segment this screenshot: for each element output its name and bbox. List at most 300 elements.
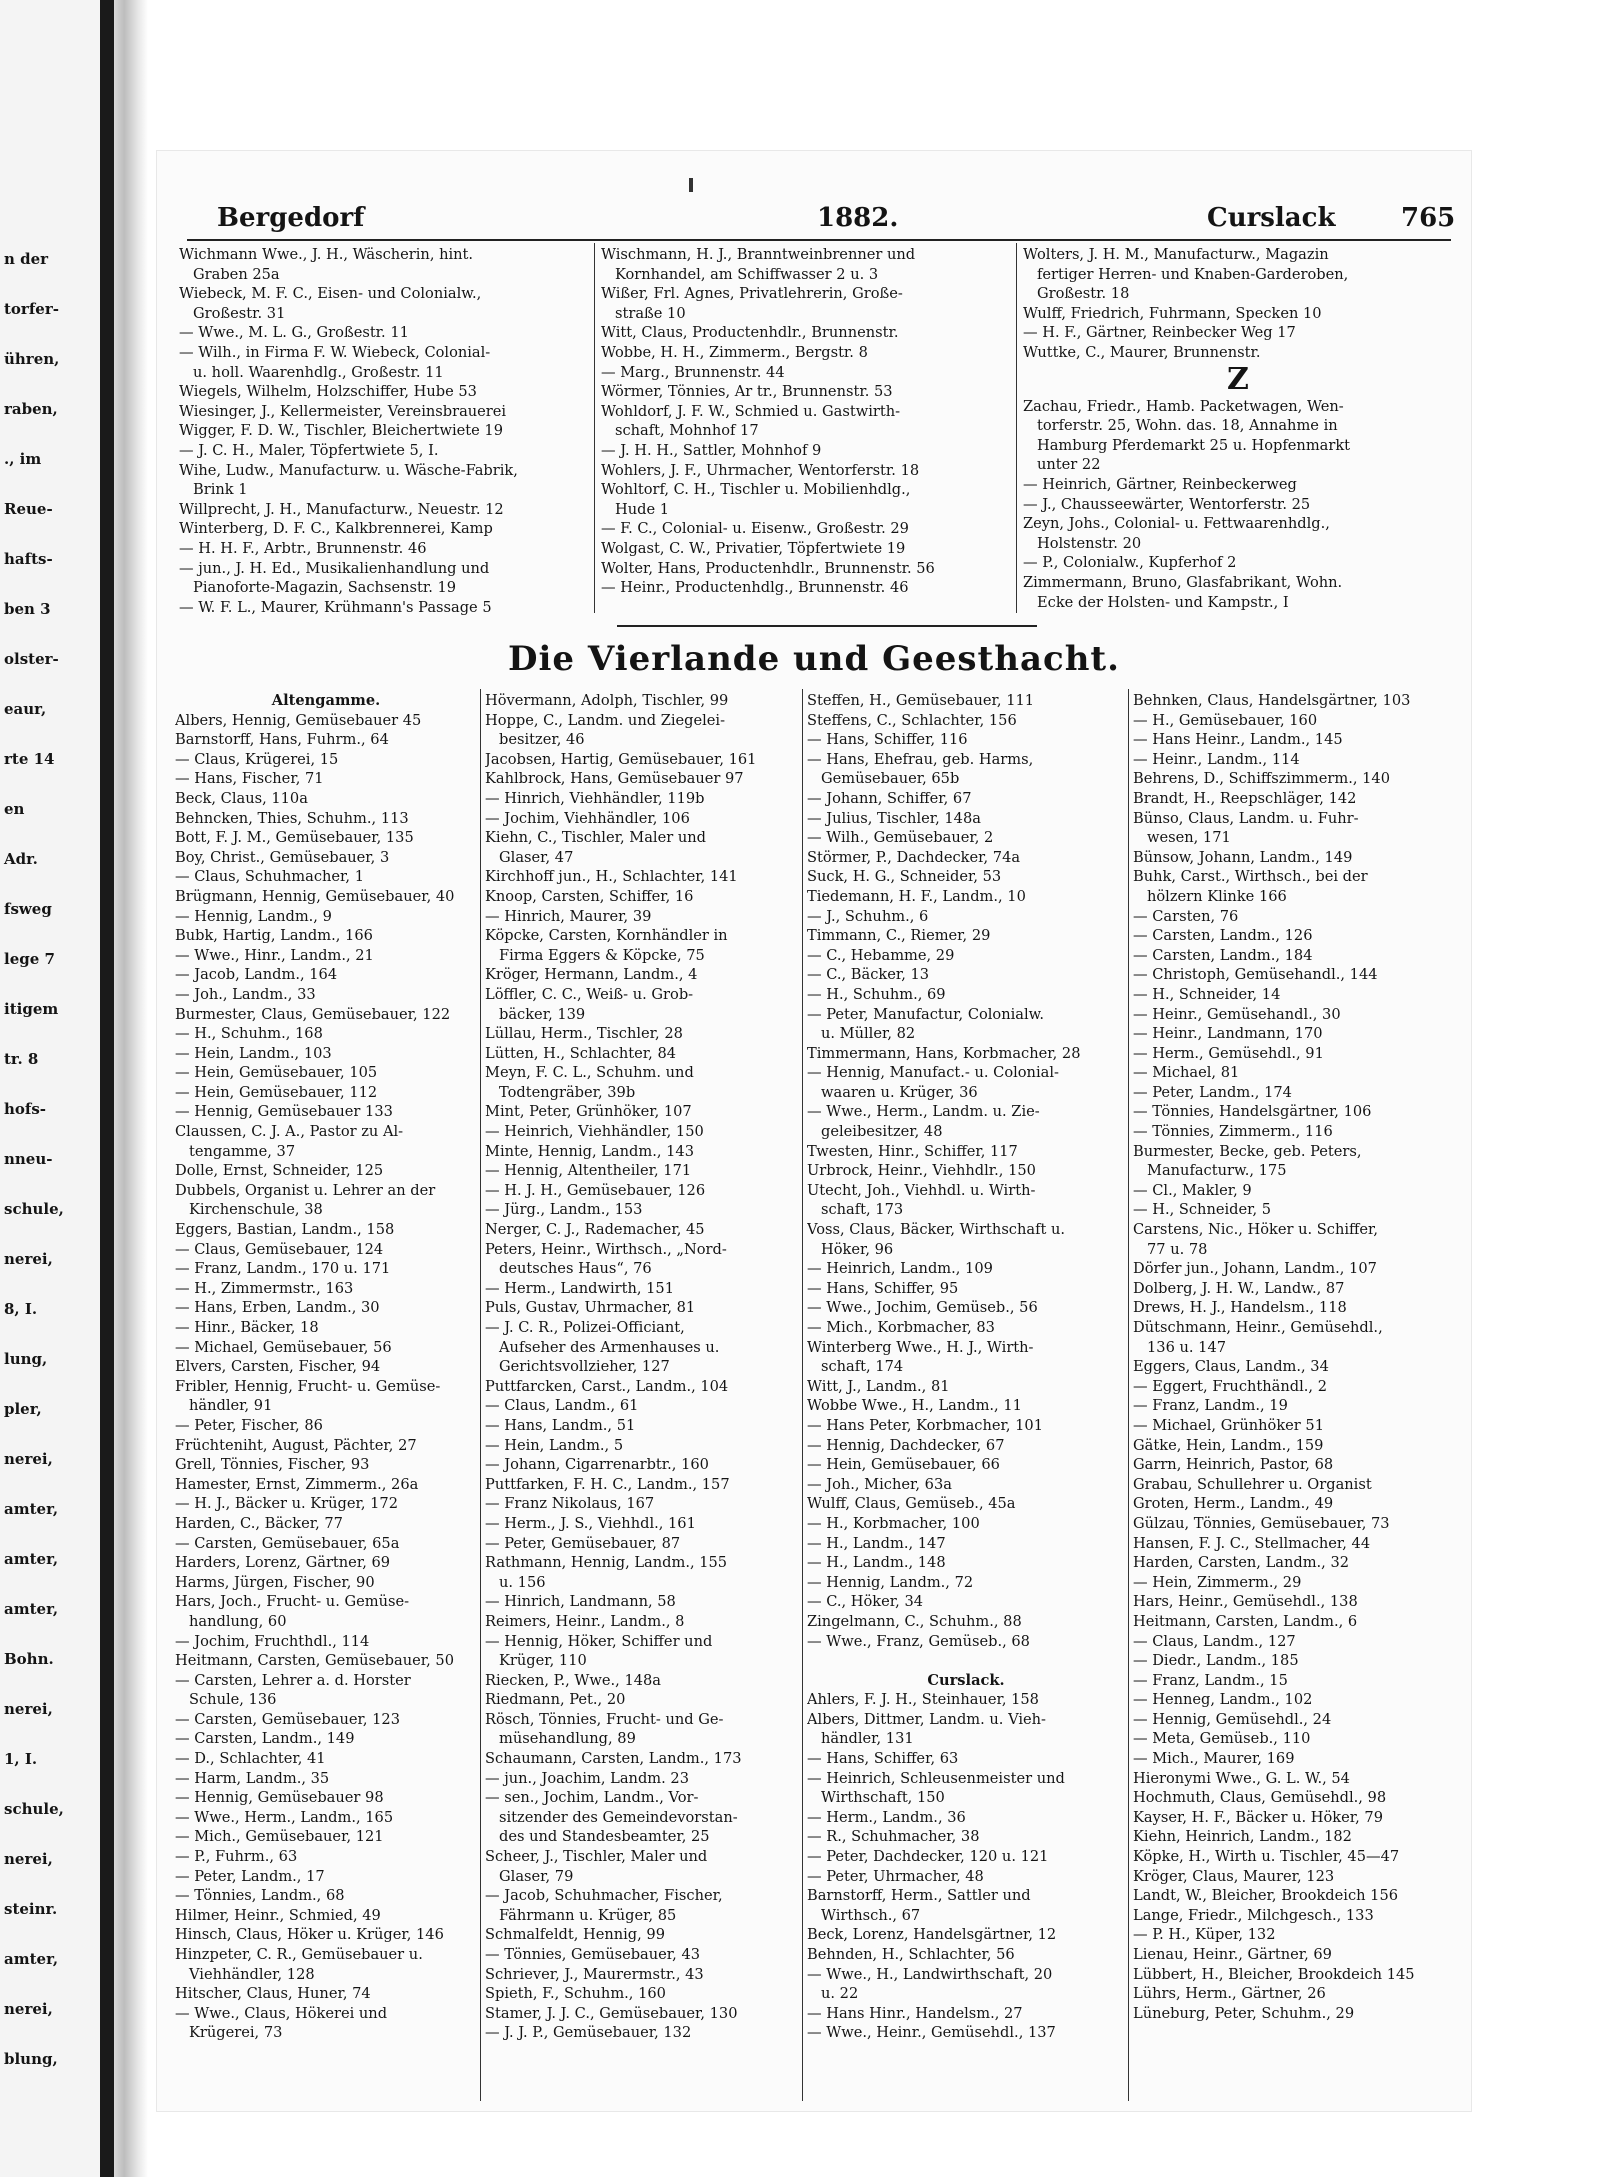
- directory-entry-line: Timmann, C., Riemer, 29: [807, 927, 991, 945]
- directory-entry-line: händler, 131: [821, 1730, 914, 1748]
- directory-entry-line: — Hans, Schiffer, 116: [807, 731, 968, 749]
- page-gutter: [114, 0, 148, 2177]
- directory-entry-line: — H., Korbmacher, 100: [807, 1514, 980, 1532]
- directory-entry-line: Hochmuth, Claus, Gemüsehdl., 98: [1133, 1789, 1387, 1807]
- directory-entry-line: Hinsch, Claus, Höker u. Krüger, 146: [175, 1926, 444, 1944]
- directory-entry-line: — Hans Peter, Korbmacher, 101: [807, 1416, 1044, 1434]
- directory-entry-line: — Hein, Zimmerm., 29: [1133, 1573, 1302, 1591]
- directory-entry-line: Voss, Claus, Bäcker, Wirthschaft u.: [807, 1221, 1066, 1239]
- directory-entry-line: — Henneg, Landm., 102: [1133, 1691, 1313, 1709]
- directory-entry-line: Beck, Claus, 110a: [175, 789, 308, 807]
- directory-entry-line: Wihe, Ludw., Manufacturw. u. Wäsche-Fabrik,: [179, 461, 518, 479]
- bottom-column-divider: [802, 689, 803, 2101]
- directory-entry-line: — Heinr., Gemüsehandl., 30: [1133, 1005, 1341, 1023]
- directory-entry-line: — Wwe., Herm., Landm., 165: [175, 1808, 394, 1826]
- directory-entry-line: u. Müller, 82: [821, 1025, 916, 1043]
- directory-entry-line: Firma Eggers & Köpcke, 75: [499, 946, 705, 964]
- directory-entry-line: Wichmann Wwe., J. H., Wäscherin, hint.: [179, 246, 474, 263]
- directory-entry-line: geleibesitzer, 48: [821, 1123, 943, 1141]
- directory-entry-line: — Hennig, Landm., 9: [175, 907, 332, 925]
- directory-entry-line: — Tönnies, Handelsgärtner, 106: [1133, 1103, 1372, 1121]
- directory-entry-line: Suck, H. G., Schneider, 53: [807, 868, 1002, 886]
- directory-entry-line: — Joh., Micher, 63a: [807, 1475, 952, 1493]
- previous-page-text-fragment: Bohn.: [4, 1650, 54, 1668]
- directory-entry-line: Hoppe, C., Landm. und Ziegelei-: [485, 711, 726, 729]
- directory-entry-line: — Hans, Schiffer, 95: [807, 1279, 959, 1297]
- directory-entry-line: Wohldorf, J. F. W., Schmied u. Gastwirth-: [601, 402, 901, 420]
- previous-page-text-fragment: Reue-: [4, 500, 53, 518]
- directory-entry-line: — H., Schuhm., 168: [175, 1025, 323, 1043]
- directory-entry-line: Winterberg, D. F. C., Kalkbrennerei, Kamp: [179, 520, 493, 538]
- previous-page-text-fragment: rte 14: [4, 750, 55, 768]
- directory-entry-line: — Marg., Brunnenstr. 44: [601, 363, 785, 381]
- directory-entry-line: — Jacob, Schuhmacher, Fischer,: [485, 1887, 723, 1905]
- directory-entry-line: — jun., Joachim, Landm. 23: [485, 1769, 689, 1787]
- directory-entry-line: — Carsten, Gemüsebauer, 65a: [175, 1534, 400, 1552]
- directory-entry-line: Groten, Herm., Landm., 49: [1133, 1495, 1334, 1513]
- directory-entry-line: Mint, Peter, Grünhöker, 107: [485, 1103, 692, 1121]
- directory-entry-line: Hilmer, Heinr., Schmied, 49: [175, 1906, 381, 1924]
- directory-entry-line: 136 u. 147: [1147, 1338, 1227, 1356]
- directory-entry-line: Harms, Jürgen, Fischer, 90: [175, 1573, 375, 1591]
- directory-entry-line: Großestr. 18: [1037, 285, 1130, 303]
- directory-entry-line: Graben 25a: [193, 265, 280, 283]
- directory-entry-line: — Jürg., Landm., 153: [485, 1201, 643, 1219]
- directory-entry-line: Schule, 136: [189, 1691, 277, 1709]
- previous-page-text-fragment: ühren,: [4, 350, 60, 368]
- previous-page-text-fragment: amter,: [4, 1950, 59, 1968]
- directory-entry-line: Dütschmann, Heinr., Gemüsehdl.,: [1133, 1319, 1383, 1336]
- directory-entry-line: Kornhandel, am Schiffwasser 2 u. 3: [615, 265, 879, 283]
- directory-entry-line: — Hennig, Landm., 72: [807, 1573, 974, 1591]
- directory-entry-line: — Wwe., Hinr., Landm., 21: [175, 946, 374, 964]
- directory-entry-line: Grabau, Schullehrer u. Organist: [1133, 1475, 1372, 1493]
- directory-entry-line: hölzern Klinke 166: [1147, 887, 1287, 905]
- directory-entry-line: sitzender des Gemeindevorstan-: [499, 1808, 738, 1826]
- bottom-column-2: [485, 691, 799, 2043]
- directory-entry-line: — Diedr., Landm., 185: [1133, 1652, 1299, 1670]
- directory-entry-line: — Claus, Gemüsebauer, 124: [175, 1240, 384, 1258]
- running-head-right: Curslack: [1207, 203, 1336, 233]
- directory-entry-line: Stamer, J. J. C., Gemüsebauer, 130: [485, 2004, 738, 2022]
- directory-entry-line: — P., Fuhrm., 63: [175, 1848, 298, 1866]
- directory-entry-line: — Jochim, Fruchthdl., 114: [175, 1632, 370, 1650]
- directory-entry-line: Früchteniht, August, Pächter, 27: [175, 1436, 417, 1454]
- directory-entry-line: Dolberg, J. H. W., Landw., 87: [1133, 1279, 1345, 1297]
- directory-entry-line: Reimers, Heinr., Landm., 8: [485, 1612, 685, 1630]
- directory-entry-line: Burmester, Becke, geb. Peters,: [1133, 1142, 1362, 1160]
- directory-entry-line: Harden, C., Bäcker, 77: [175, 1514, 343, 1532]
- previous-page-text-fragment: lege 7: [4, 950, 55, 968]
- directory-entry-line: — Hans Hinr., Handelsm., 27: [807, 2004, 1023, 2022]
- directory-entry-line: Burmester, Claus, Gemüsebauer, 122: [175, 1005, 451, 1023]
- previous-page-text-fragment: nerei,: [4, 1700, 53, 1718]
- previous-page-text-fragment: nerei,: [4, 1450, 53, 1468]
- directory-entry-line: — Herm., J. S., Viehhdl., 161: [485, 1514, 696, 1532]
- directory-entry-line: Rathmann, Hennig, Landm., 155: [485, 1554, 728, 1572]
- directory-page: [156, 150, 1472, 2112]
- directory-entry-line: Witt, J., Landm., 81: [807, 1377, 950, 1395]
- directory-entry-line: tengamme, 37: [189, 1142, 296, 1160]
- place-heading: Altengamme.: [271, 692, 381, 709]
- directory-entry-line: — Peter, Landm., 17: [175, 1867, 325, 1885]
- directory-entry-line: — Meta, Gemüseb., 110: [1133, 1730, 1311, 1748]
- directory-entry-line: — Peter, Landm., 174: [1133, 1083, 1292, 1101]
- directory-entry-line: Lübbert, H., Bleicher, Brookdeich 145: [1133, 1965, 1415, 1983]
- directory-entry-line: Knoop, Carsten, Schiffer, 16: [485, 887, 694, 905]
- directory-entry-line: — Claus, Landm., 61: [485, 1397, 639, 1415]
- directory-entry-line: — J., Schuhm., 6: [807, 907, 929, 925]
- directory-entry-line: Nerger, C. J., Rademacher, 45: [485, 1221, 705, 1239]
- previous-page-text-fragment: ben 3: [4, 600, 51, 618]
- directory-entry-line: — Hein, Landm., 5: [485, 1436, 624, 1454]
- bottom-column-4: [1133, 691, 1459, 2023]
- previous-page-text-fragment: itigem: [4, 1000, 59, 1018]
- directory-entry-line: — Johann, Cigarrenarbtr., 160: [485, 1456, 709, 1474]
- directory-entry-line: Höker, 96: [821, 1240, 894, 1258]
- directory-entry-line: Utecht, Joh., Viehhdl. u. Wirth-: [807, 1181, 1036, 1199]
- directory-entry-line: — Michael, 81: [1133, 1064, 1240, 1082]
- directory-entry-line: — sen., Jochim, Landm., Vor-: [485, 1789, 699, 1807]
- directory-entry-line: — D., Schlachter, 41: [175, 1750, 326, 1768]
- directory-entry-line: — Carsten, Gemüsebauer, 123: [175, 1710, 400, 1728]
- directory-entry-line: Wulff, Claus, Gemüseb., 45a: [807, 1495, 1016, 1513]
- directory-entry-line: deutsches Haus“, 76: [499, 1260, 652, 1278]
- previous-page-text-fragment: hafts-: [4, 550, 53, 568]
- directory-entry-line: — Johann, Schiffer, 67: [807, 789, 972, 807]
- previous-page-text-fragment: eaur,: [4, 700, 47, 718]
- directory-entry-line: Hinzpeter, C. R., Gemüsebauer u.: [175, 1946, 423, 1963]
- directory-entry-line: — Wilh., in Firma F. W. Wiebeck, Colonial-: [179, 343, 491, 361]
- directory-entry-line: waaren u. Krüger, 36: [821, 1083, 978, 1101]
- directory-entry-line: Kirchhoff jun., H., Schlachter, 141: [485, 868, 738, 886]
- directory-entry-line: Lütten, H., Schlachter, 84: [485, 1044, 677, 1062]
- directory-entry-line: — Mich., Maurer, 169: [1133, 1750, 1295, 1768]
- directory-entry-line: unter 22: [1037, 456, 1101, 474]
- directory-entry-line: Wißer, Frl. Agnes, Privatlehrerin, Große-: [601, 285, 903, 303]
- directory-entry-line: Kröger, Hermann, Landm., 4: [485, 966, 698, 984]
- directory-entry-line: Dörfer jun., Johann, Landm., 107: [1133, 1260, 1377, 1278]
- place-heading: Curslack.: [927, 1671, 1005, 1689]
- directory-entry-line: Jacobsen, Hartig, Gemüsebauer, 161: [485, 750, 757, 768]
- directory-entry-line: händler, 91: [189, 1397, 273, 1415]
- previous-page-text-fragment: n der: [4, 250, 49, 268]
- previous-page-text-fragment: lung,: [4, 1350, 48, 1368]
- directory-entry-line: — Wilh., Gemüsebauer, 2: [807, 829, 994, 847]
- bottom-column-3: [807, 691, 1125, 2043]
- directory-entry-line: Ecke der Holsten- und Kampstr., I: [1037, 593, 1289, 611]
- previous-page-text-fragment: schule,: [4, 1800, 64, 1818]
- directory-entry-line: — Franz Nikolaus, 167: [485, 1495, 655, 1513]
- directory-entry-line: — Claus, Landm., 127: [1133, 1632, 1296, 1650]
- directory-entry-line: — Carsten, Landm., 126: [1133, 927, 1313, 945]
- directory-entry-line: — Heinrich, Landm., 109: [807, 1260, 993, 1278]
- directory-entry-line: Manufacturw., 175: [1147, 1162, 1287, 1180]
- directory-entry-line: müsehandlung, 89: [499, 1730, 636, 1748]
- directory-entry-line: — Carsten, Landm., 184: [1133, 946, 1313, 964]
- previous-page-text-fragment: en: [4, 800, 25, 818]
- directory-entry-line: — Hans, Erben, Landm., 30: [175, 1299, 380, 1317]
- directory-entry-line: — Heinrich, Viehhändler, 150: [485, 1123, 704, 1141]
- directory-entry-line: Wohltorf, C. H., Tischler u. Mobilienhdlg.,: [601, 481, 911, 499]
- directory-entry-line: Winterberg Wwe., H. J., Wirth-: [807, 1338, 1034, 1356]
- directory-entry-line: Hamester, Ernst, Zimmerm., 26a: [175, 1475, 419, 1493]
- directory-entry-line: Riedmann, Pet., 20: [485, 1691, 626, 1709]
- directory-entry-line: Harders, Lorenz, Gärtner, 69: [175, 1554, 391, 1572]
- directory-entry-line: Gätke, Hein, Landm., 159: [1133, 1436, 1324, 1454]
- previous-page-text-fragment: raben,: [4, 400, 58, 418]
- directory-entry-line: Willprecht, J. H., Manufacturw., Neuestr. 12: [179, 500, 504, 518]
- previous-page-text-fragment: 8, I.: [4, 1300, 38, 1318]
- directory-entry-line: Albers, Hennig, Gemüsebauer 45: [175, 711, 422, 729]
- directory-entry-line: — C., Bäcker, 13: [807, 966, 930, 984]
- directory-entry-line: — Heinr., Productenhdlg., Brunnenstr. 46: [601, 579, 909, 597]
- top-column-3: [1023, 245, 1453, 612]
- directory-entry-line: Lüllau, Herm., Tischler, 28: [485, 1025, 683, 1043]
- directory-entry-line: — H., Schneider, 5: [1133, 1201, 1272, 1219]
- directory-entry-line: Brink 1: [193, 481, 248, 499]
- directory-entry-line: Kröger, Claus, Maurer, 123: [1133, 1867, 1335, 1885]
- directory-entry-line: — Carsten, Lehrer a. d. Horster: [175, 1671, 411, 1689]
- directory-entry-line: [807, 1651, 1125, 1671]
- directory-entry-line: Heitmann, Carsten, Landm., 6: [1133, 1612, 1358, 1630]
- top-column-1: [179, 245, 589, 617]
- directory-entry-line: fertiger Herren- und Knaben-Garderoben,: [1037, 265, 1349, 283]
- directory-entry-line: Gerichtsvollzieher, 127: [499, 1358, 670, 1376]
- directory-entry-line: Elvers, Carsten, Fischer, 94: [175, 1358, 381, 1376]
- directory-entry-line: — Hinrich, Viehhändler, 119b: [485, 789, 705, 807]
- directory-entry-line: Dubbels, Organist u. Lehrer an der: [175, 1181, 436, 1199]
- directory-entry-line: Bünso, Claus, Landm. u. Fuhr-: [1133, 809, 1359, 827]
- directory-entry-line: Wirthschaft, 150: [821, 1789, 945, 1807]
- directory-entry-line: — Peter, Dachdecker, 120 u. 121: [807, 1848, 1049, 1866]
- directory-entry-line: besitzer, 46: [499, 731, 585, 749]
- directory-entry-line: 77 u. 78: [1147, 1240, 1208, 1258]
- directory-entry-line: Kirchenschule, 38: [189, 1201, 323, 1219]
- directory-entry-line: — J. J. P., Gemüsebauer, 132: [485, 2024, 692, 2042]
- directory-entry-line: Barnstorff, Hans, Fuhrm., 64: [175, 731, 389, 749]
- directory-entry-line: — P., Colonialw., Kupferhof 2: [1023, 554, 1237, 572]
- directory-entry-line: — Hennig, Gemüsebauer 98: [175, 1789, 384, 1807]
- directory-entry-line: Lange, Friedr., Milchgesch., 133: [1133, 1906, 1374, 1924]
- directory-entry-line: Carstens, Nic., Höker u. Schiffer,: [1133, 1221, 1379, 1239]
- directory-entry-line: — Heinrich, Gärtner, Reinbeckerweg: [1023, 475, 1297, 493]
- section-rule: [617, 625, 1037, 627]
- directory-entry-line: Bott, F. J. M., Gemüsebauer, 135: [175, 829, 414, 847]
- directory-entry-line: — Mich., Gemüsebauer, 121: [175, 1828, 384, 1846]
- directory-entry-line: Gemüsebauer, 65b: [821, 770, 960, 788]
- directory-entry-line: wesen, 171: [1147, 829, 1231, 847]
- directory-entry-line: Fährmann u. Krüger, 85: [499, 1906, 677, 1924]
- print-mark: [689, 178, 693, 192]
- directory-entry-line: Harden, Carsten, Landm., 32: [1133, 1554, 1350, 1572]
- directory-entry-line: — C., Hebamme, 29: [807, 946, 955, 964]
- directory-entry-line: — Peter, Fischer, 86: [175, 1416, 323, 1434]
- directory-entry-line: — Cl., Makler, 9: [1133, 1181, 1252, 1199]
- directory-entry-line: Behnken, Claus, Handelsgärtner, 103: [1133, 692, 1411, 709]
- directory-entry-line: Wolgast, C. W., Privatier, Töpfertwiete 19: [601, 539, 906, 557]
- directory-entry-line: — Peter, Gemüsebauer, 87: [485, 1534, 681, 1552]
- bottom-column-divider: [1128, 689, 1129, 2101]
- previous-page-text-fragment: Adr.: [4, 850, 38, 868]
- directory-entry-line: — Joh., Landm., 33: [175, 985, 316, 1003]
- directory-entry-line: — H. F., Gärtner, Reinbecker Weg 17: [1023, 324, 1296, 342]
- previous-page-text-fragment: tr. 8: [4, 1050, 39, 1068]
- directory-entry-line: — H., Landm., 148: [807, 1554, 946, 1572]
- directory-entry-line: — W. F. L., Maurer, Krühmann's Passage 5: [179, 598, 492, 616]
- directory-entry-line: — Carsten, 76: [1133, 907, 1239, 925]
- directory-entry-line: — Wwe., Franz, Gemüseb., 68: [807, 1632, 1030, 1650]
- running-head-year: 1882.: [817, 203, 899, 233]
- directory-entry-line: — Tönnies, Gemüsebauer, 43: [485, 1946, 701, 1963]
- directory-entry-line: — Wwe., Herm., Landm. u. Zie-: [807, 1103, 1040, 1121]
- directory-entry-line: Barnstorff, Herm., Sattler und: [807, 1887, 1031, 1905]
- directory-entry-line: Steffen, H., Gemüsebauer, 111: [807, 692, 1035, 709]
- directory-entry-line: — Franz, Landm., 15: [1133, 1671, 1288, 1689]
- directory-entry-line: Lührs, Herm., Gärtner, 26: [1133, 1985, 1326, 2003]
- directory-entry-line: Dolle, Ernst, Schneider, 125: [175, 1162, 384, 1180]
- previous-page-text-fragment: torfer-: [4, 300, 59, 318]
- section-title: Die Vierlande und Geesthacht.: [508, 639, 1120, 679]
- directory-entry-line: handlung, 60: [189, 1612, 287, 1630]
- directory-entry-line: — H., Gemüsebauer, 160: [1133, 711, 1318, 729]
- directory-entry-line: Behnden, H., Schlachter, 56: [807, 1946, 1015, 1963]
- directory-entry-line: Eggers, Bastian, Landm., 158: [175, 1221, 395, 1239]
- previous-page-text-fragment: olster-: [4, 650, 59, 668]
- directory-entry-line: — J., Chausseewärter, Wentorferstr. 25: [1023, 495, 1311, 513]
- directory-entry-line: — Michael, Grünhöker 51: [1133, 1416, 1324, 1434]
- previous-page-text-fragment: nerei,: [4, 1850, 53, 1868]
- previous-page-text-fragment: nerei,: [4, 2000, 53, 2018]
- directory-entry-line: Rösch, Tönnies, Frucht- und Ge-: [485, 1710, 724, 1728]
- directory-entry-line: — H. J. H., Gemüsebauer, 126: [485, 1181, 706, 1199]
- directory-entry-line: Wobbe Wwe., H., Landm., 11: [807, 1397, 1022, 1415]
- directory-entry-line: Behrens, D., Schiffszimmerm., 140: [1133, 770, 1390, 788]
- directory-entry-line: bäcker, 139: [499, 1005, 586, 1023]
- directory-entry-line: Wobbe, H. H., Zimmerm., Bergstr. 8: [601, 343, 868, 361]
- directory-entry-line: Garrn, Heinrich, Pastor, 68: [1133, 1456, 1334, 1474]
- directory-entry-line: Wiesinger, J., Kellermeister, Vereinsbrauerei: [179, 402, 507, 420]
- directory-entry-line: Glaser, 79: [499, 1867, 574, 1885]
- directory-entry-line: — Hans, Ehefrau, geb. Harms,: [807, 750, 1034, 768]
- directory-entry-line: Albers, Dittmer, Landm. u. Vieh-: [807, 1710, 1046, 1728]
- directory-entry-line: — Hein, Gemüsebauer, 105: [175, 1064, 378, 1082]
- directory-entry-line: Hars, Heinr., Gemüsehdl., 138: [1133, 1593, 1358, 1611]
- directory-entry-line: Wolters, J. H. M., Manufacturw., Magazin: [1023, 246, 1329, 263]
- directory-entry-line: Peters, Heinr., Wirthsch., „Nord-: [485, 1240, 727, 1258]
- directory-entry-line: — Heinr., Landmann, 170: [1133, 1025, 1323, 1043]
- directory-entry-line: — Claus, Schuhmacher, 1: [175, 868, 364, 886]
- binding-spine: [100, 0, 114, 2177]
- previous-page-text-fragment: ., im: [4, 450, 42, 468]
- directory-entry-line: Hars, Joch., Frucht- u. Gemüse-: [175, 1593, 410, 1611]
- bottom-column-divider: [480, 689, 481, 2101]
- previous-page-text-fragment: pler,: [4, 1400, 42, 1418]
- directory-entry-line: Köpke, H., Wirth u. Tischler, 45—47: [1133, 1848, 1400, 1866]
- directory-entry-line: — Heinrich, Schleusenmeister und: [807, 1769, 1065, 1787]
- directory-entry-line: — Harm, Landm., 35: [175, 1769, 330, 1787]
- directory-entry-line: Steffens, C., Schlachter, 156: [807, 711, 1017, 729]
- directory-entry-line: — H. H. F., Arbtr., Brunnenstr. 46: [179, 539, 427, 557]
- directory-entry-line: — H., Schuhm., 69: [807, 985, 946, 1003]
- previous-page-edge: [0, 0, 100, 2177]
- directory-entry-line: — Hennig, Dachdecker, 67: [807, 1436, 1005, 1454]
- directory-entry-line: — H., Landm., 147: [807, 1534, 946, 1552]
- previous-page-text-fragment: amter,: [4, 1600, 59, 1618]
- directory-entry-line: Wigger, F. D. W., Tischler, Bleichertwiete 19: [179, 422, 504, 440]
- directory-entry-line: Großestr. 31: [193, 304, 286, 322]
- directory-entry-line: schaft, 174: [821, 1358, 904, 1376]
- directory-entry-line: Wiebeck, M. F. C., Eisen- und Colonialw.,: [179, 285, 482, 303]
- directory-entry-line: Ahlers, F. J. H., Steinhauer, 158: [807, 1691, 1039, 1709]
- directory-entry-line: Hude 1: [615, 500, 670, 518]
- directory-entry-line: schaft, 173: [821, 1201, 904, 1219]
- directory-entry-line: Pianoforte-Magazin, Sachsenstr. 19: [193, 579, 457, 597]
- previous-page-text-fragment: amter,: [4, 1500, 59, 1518]
- directory-entry-line: — R., Schuhmacher, 38: [807, 1828, 980, 1846]
- directory-entry-line: Urbrock, Heinr., Viehhdlr., 150: [807, 1162, 1036, 1180]
- directory-entry-line: Gülzau, Tönnies, Gemüsebauer, 73: [1133, 1514, 1390, 1532]
- previous-page-text-fragment: hofs-: [4, 1100, 47, 1118]
- directory-entry-line: Puttfarcken, Carst., Landm., 104: [485, 1377, 729, 1395]
- directory-entry-line: Kiehn, C., Tischler, Maler und: [485, 829, 706, 847]
- directory-entry-line: Wirthsch., 67: [821, 1906, 921, 1924]
- top-column-divider: [1016, 243, 1017, 613]
- directory-entry-line: — Michael, Gemüsebauer, 56: [175, 1338, 392, 1356]
- directory-entry-line: — H., Schneider, 14: [1133, 985, 1281, 1003]
- directory-entry-line: — Herm., Gemüsehdl., 91: [1133, 1044, 1324, 1062]
- directory-entry-line: Twesten, Hinr., Schiffer, 117: [807, 1142, 1018, 1160]
- directory-entry-line: Tiedemann, H. F., Landm., 10: [807, 887, 1026, 905]
- directory-entry-line: — Hans, Fischer, 71: [175, 770, 324, 788]
- directory-entry-line: des und Standesbeamter, 25: [499, 1828, 710, 1846]
- directory-entry-line: Wiegels, Wilhelm, Holzschiffer, Hube 53: [179, 383, 477, 401]
- directory-entry-line: — Christoph, Gemüsehandl., 144: [1133, 966, 1378, 984]
- directory-entry-line: — Hans, Landm., 51: [485, 1416, 636, 1434]
- directory-entry-line: — Wwe., H., Landwirthschaft, 20: [807, 1965, 1053, 1983]
- directory-entry-line: Zingelmann, C., Schuhm., 88: [807, 1612, 1022, 1630]
- directory-entry-line: Störmer, P., Dachdecker, 74a: [807, 848, 1021, 866]
- directory-entry-line: Todtengräber, 39b: [499, 1083, 636, 1101]
- directory-entry-line: Kahlbrock, Hans, Gemüsebauer 97: [485, 770, 744, 788]
- directory-entry-line: schaft, Mohnhof 17: [615, 422, 759, 440]
- directory-entry-line: Heitmann, Carsten, Gemüsebauer, 50: [175, 1652, 454, 1670]
- directory-entry-line: Spieth, F., Schuhm., 160: [485, 1985, 666, 2003]
- directory-entry-line: Riecken, P., Wwe., 148a: [485, 1671, 662, 1689]
- letter-heading: Z: [1227, 361, 1249, 397]
- directory-entry-line: u. 156: [499, 1573, 546, 1591]
- previous-page-text-fragment: blung,: [4, 2050, 58, 2068]
- directory-entry-line: Wischmann, H. J., Branntweinbrenner und: [601, 246, 916, 263]
- directory-entry-line: Hitscher, Claus, Huner, 74: [175, 1985, 371, 2003]
- directory-entry-line: — Jochim, Viehhändler, 106: [485, 809, 690, 827]
- directory-entry-line: Grell, Tönnies, Fischer, 93: [175, 1456, 370, 1474]
- directory-entry-line: — Mich., Korbmacher, 83: [807, 1319, 995, 1336]
- directory-entry-line: — Hein, Gemüsebauer, 66: [807, 1456, 1000, 1474]
- directory-entry-line: Krüger, 110: [499, 1652, 587, 1670]
- directory-entry-line: Lienau, Heinr., Gärtner, 69: [1133, 1946, 1332, 1963]
- directory-entry-line: Löffler, C. C., Weiß- u. Grob-: [485, 985, 694, 1003]
- directory-entry-line: Aufseher des Armenhauses u.: [499, 1338, 720, 1356]
- previous-page-text-fragment: nneu-: [4, 1150, 53, 1168]
- directory-entry-line: — J. C. R., Polizei-Officiant,: [485, 1319, 685, 1336]
- directory-entry-line: — Hinrich, Landmann, 58: [485, 1593, 676, 1611]
- directory-entry-line: Landt, W., Bleicher, Brookdeich 156: [1133, 1887, 1399, 1905]
- directory-entry-line: — Hein, Landm., 103: [175, 1044, 332, 1062]
- directory-entry-line: — Julius, Tischler, 148a: [807, 809, 981, 827]
- directory-entry-line: Eggers, Claus, Landm., 34: [1133, 1358, 1329, 1376]
- directory-entry-line: Kayser, H. F., Bäcker u. Höker, 79: [1133, 1808, 1383, 1826]
